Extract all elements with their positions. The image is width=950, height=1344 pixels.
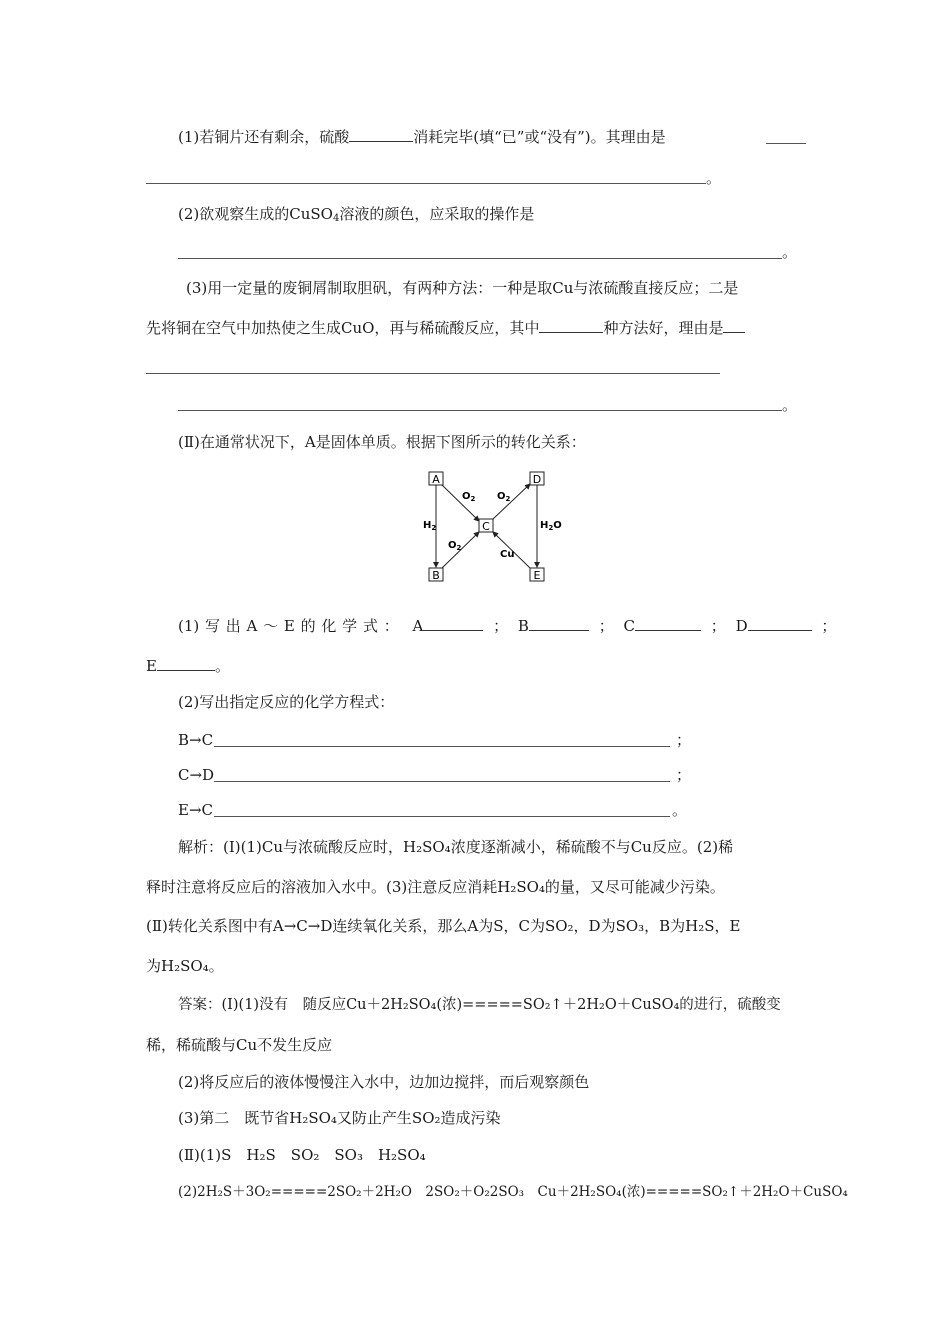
answer-line-1: 答案：(Ⅰ)(1)没有 随反应Cu＋2H₂SO₄(浓)=====SO₂↑＋2H₂O＋CuSO₄的进行，硫酸变 (178, 997, 781, 1013)
answer-blank[interactable] (146, 183, 706, 184)
analysis-line-3: (Ⅱ)转化关系图中有A→C→D连续氧化关系，那么A为S，C为SO₂，D为SO₃，B为H₂S，E (146, 917, 741, 935)
part2-q1-line: (1) 写 出 A ～ E 的 化 学 式 ： A ； B ； C ； D ； (178, 617, 837, 635)
node-e (530, 568, 544, 582)
label-h2o: $H_2O$ (540, 520, 562, 532)
node-b (429, 568, 443, 582)
label-o2-bc: $O_2$ (448, 540, 462, 552)
svg-text:B: B (432, 569, 440, 582)
analysis-line-4: 为H₂SO₄。 (146, 957, 224, 975)
node-d (530, 472, 544, 486)
node-c (479, 519, 493, 533)
answer-line-2: 稀，稀硫酸与Cu不发生反应 (146, 1036, 333, 1054)
answer-blank-ec[interactable] (214, 816, 670, 817)
part2-q2: (2)写出指定反应的化学方程式： (178, 693, 395, 711)
label-h2: $H_2$ (423, 520, 437, 532)
node-a (429, 472, 443, 486)
answer-line-3: (2)将反应后的液体慢慢注入水中，边加边搅拌，而后观察颜色 (178, 1073, 590, 1091)
conversion-diagram (420, 466, 560, 586)
svg-text:A: A (432, 473, 440, 486)
svg-text:C: C (482, 520, 490, 533)
question-1-line: (1)若铜片还有剩余，硫酸 消耗完毕(填“已”或“没有”)。其理由是 (178, 128, 666, 146)
question-2-line: (2)欲观察生成的CuSO$_4$溶液的颜色，应采取的操作是 (178, 205, 535, 224)
part-2-intro: (Ⅱ)在通常状况下，A是固体单质。根据下图所示的转化关系： (178, 433, 586, 451)
label-o2-ac: $O_2$ (462, 491, 476, 503)
question-3-line-2: 先将铜在空气中加热使之生成CuO，再与稀硫酸反应，其中 种方法好，理由是 (146, 318, 745, 338)
answer-blank[interactable] (539, 318, 603, 333)
svg-text:D: D (532, 473, 542, 486)
arrow-a-c (442, 485, 479, 521)
part2-q1-line-2: E 。 (146, 657, 230, 675)
analysis-line-1: 解析：(Ⅰ)(1)Cu与浓硫酸反应时，H₂SO₄浓度逐渐减小，稀硫酸不与Cu反应。(2)稀 (178, 838, 734, 856)
answer-blank-cd[interactable] (214, 781, 670, 782)
answer-blank[interactable] (349, 127, 413, 142)
answer-line-6: (2)2H₂S＋3O₂=====2SO₂＋2H₂O 2SO₂＋O₂2SO₃ Cu＋2H₂SO₄(浓)=====SO₂↑＋2H₂O＋CuSO₄ (178, 1184, 848, 1200)
answer-line-4: (3)第二 既节省H₂SO₄又防止产生SO₂造成污染 (178, 1109, 501, 1127)
analysis-line-2: 释时注意将反应后的溶液加入水中。(3)注意反应消耗H₂SO₄的量，又尽可能减少污染。 (146, 878, 725, 896)
answer-blank-e[interactable] (157, 656, 215, 671)
answer-blank-b[interactable] (529, 616, 589, 631)
answer-line-5: (Ⅱ)(1)S H₂S SO₂ SO₃ H₂SO₄ (178, 1146, 426, 1164)
answer-blank[interactable] (766, 143, 806, 144)
answer-blank[interactable] (178, 410, 782, 411)
svg-text:E: E (533, 569, 541, 582)
answer-blank[interactable] (178, 258, 782, 259)
answer-blank-bc[interactable] (214, 746, 670, 747)
label-cu: Cu (500, 549, 515, 560)
answer-blank-c[interactable] (635, 616, 701, 631)
answer-blank[interactable] (723, 318, 745, 333)
answer-blank-d[interactable] (748, 616, 812, 631)
question-3-line-1: (3)用一定量的废铜屑制取胆矾，有两种方法：一种是取Cu与浓硫酸直接反应；二是 (186, 279, 739, 297)
answer-blank-a[interactable] (423, 616, 483, 631)
answer-blank[interactable] (146, 373, 720, 374)
label-o2-cd: $O_2$ (497, 491, 511, 503)
